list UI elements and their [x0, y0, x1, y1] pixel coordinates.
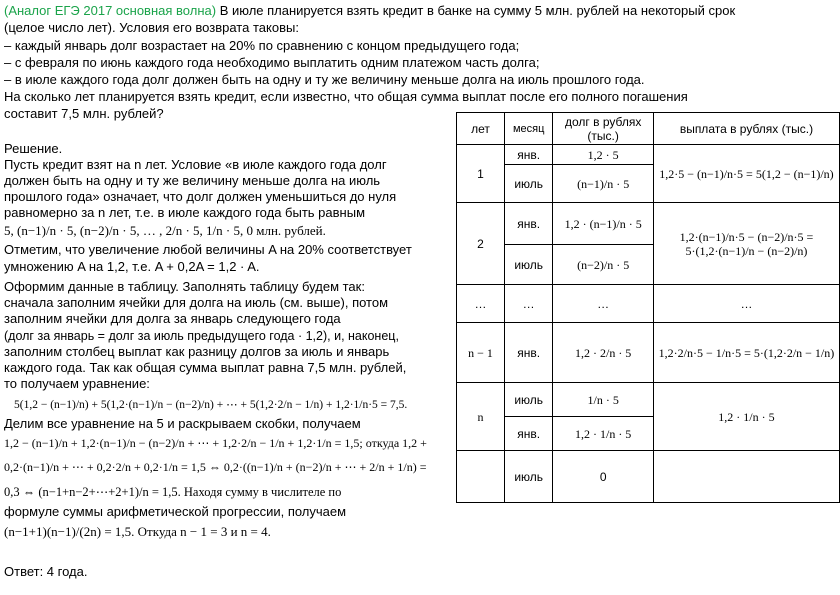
year-cell: 1	[457, 145, 505, 203]
answer: Ответ: 4 года.	[4, 564, 88, 579]
payment-cell	[653, 451, 839, 503]
month-cell: янв.	[504, 417, 552, 451]
debt-cell: 1/n · 5	[553, 383, 654, 417]
month-cell: …	[504, 285, 552, 323]
table-row	[457, 451, 840, 503]
table-header-row	[457, 113, 840, 145]
solution-line: прошлого года» означает, что долг должен уменьшиться до нуля	[4, 189, 397, 204]
debt-cell: 1,2 · 2/n · 5	[553, 323, 654, 383]
debt-cell: …	[553, 285, 654, 323]
problem-line-1: (Аналог ЕГЭ 2017 основная волна) В июле планируется взять кредит в банке на сумму 5 млн. рублей на некоторый срок	[4, 3, 736, 18]
problem-line-2: (целое число лет). Условия его возврата таковы:	[4, 20, 299, 35]
expanded-equation: 1,2 − (n−1)/n + 1,2·(n−1)/n − (n−2)/n + ⋯ + 1,2·2/n − 1/n + 1,2·1/n = 1,5; откуда 1,2 +	[4, 436, 427, 450]
year-cell: …	[457, 285, 505, 323]
payment-cell: 1,2·(n−1)/n·5 − (n−2)/n·5 = 5·(1,2·(n−1)/n − (n−2)/n)	[653, 203, 839, 285]
month-cell: янв.	[504, 203, 552, 245]
year-cell: n − 1	[457, 323, 505, 383]
solution-line: то получаем уравнение:	[4, 376, 150, 391]
table-row	[457, 145, 840, 165]
sum-equation: 0,3 ⇔ (n−1+n−2+⋯+2+1)/n = 1,5. Находя сумму в числителе по	[4, 485, 342, 499]
table-row	[457, 203, 840, 245]
solution-line: (долг за январь = долг за июль предыдущего года · 1,2), и, наконец,	[4, 329, 399, 343]
problem-line-4: – с февраля по июнь каждого года необходимо выплатить одним платежом часть долга;	[4, 55, 540, 70]
solution-heading: Решение.	[4, 141, 63, 156]
payment-cell: 1,2 · 1/n · 5	[653, 383, 839, 451]
debt-cell: 0	[553, 451, 654, 503]
main-equation: 5(1,2 − (n−1)/n) + 5(1,2·(n−1)/n − (n−2)/n) + ⋯ + 5(1,2·2/n − 1/n) + 1,2·1/n·5 = 7,5.	[14, 399, 408, 411]
problem-source: (Аналог ЕГЭ 2017 основная волна)	[4, 3, 217, 18]
problem-line-3: – каждый январь долг возрастает на 20% по сравнению с концом предыдущего года;	[4, 38, 520, 53]
solution-line: Делим все уравнение на 5 и раскрываем скобки, получаем	[4, 416, 361, 431]
simplified-equation: 0,2·(n−1)/n + ⋯ + 0,2·2/n + 0,2·1/n = 1,5 ⇔ 0,2·((n−1)/n + (n−2)/n + ⋯ + 2/n + 1/n) =	[4, 460, 427, 474]
header-debt: долг в рублях (тыс.)	[553, 113, 654, 145]
debt-cell: 1,2 · 1/n · 5	[553, 417, 654, 451]
payment-cell: 1,2·2/n·5 − 1/n·5 = 5·(1,2·2/n − 1/n)	[653, 323, 839, 383]
month-cell: янв.	[504, 145, 552, 165]
header-years: лет	[457, 113, 505, 145]
problem-line-6: На сколько лет планируется взять кредит, если известно, что общая сумма выплат после его полного погашения	[4, 89, 688, 104]
header-month: месяц	[504, 113, 552, 145]
solution-line: формуле суммы арифметической прогрессии, получаем	[4, 504, 347, 519]
year-cell: 2	[457, 203, 505, 285]
solution-line: заполним ячейки для долга за январь следующего года	[4, 311, 341, 326]
header-payment: выплата в рублях (тыс.)	[653, 113, 839, 145]
payment-table	[456, 112, 840, 503]
debt-sequence: 5, (n−1)/n · 5, (n−2)/n · 5, … , 2/n · 5, 1/n · 5, 0 млн. рублей.	[4, 223, 326, 238]
payment-cell: …	[653, 285, 839, 323]
solution-line: равномерно за n лет, т.е. в июле каждого года быть равным	[4, 205, 366, 220]
solution-line: сначала заполним ячейки для долга на июль (см. выше), потом	[4, 295, 389, 310]
year-cell: n	[457, 383, 505, 451]
debt-cell: (n−1)/n · 5	[553, 165, 654, 203]
solution-line: заполним столбец выплат как разницу долгов за июль и январь	[4, 344, 390, 359]
debt-cell: 1,2 · (n−1)/n · 5	[553, 203, 654, 245]
solution-line: Пусть кредит взят на n лет. Условие «в июле каждого года долг	[4, 157, 387, 172]
table-row	[457, 285, 840, 323]
solution-line: Отметим, что увеличение любой величины A на 20% соответствует	[4, 242, 412, 257]
table-row	[457, 383, 840, 417]
month-cell: июль	[504, 383, 552, 417]
month-cell: янв.	[504, 323, 552, 383]
problem-line-7: составит 7,5 млн. рублей?	[4, 106, 164, 121]
month-cell: июль	[504, 451, 552, 503]
problem-line-5: – в июле каждого года долг должен быть на одну и ту же величину меньше долга на июль прошлого года.	[4, 72, 645, 87]
solution-line: каждого года. Так как общая сумма выплат равна 7,5 млн. рублей,	[4, 360, 407, 375]
payment-cell: 1,2·5 − (n−1)/n·5 = 5(1,2 − (n−1)/n)	[653, 145, 839, 203]
month-cell: июль	[504, 245, 552, 285]
debt-cell: 1,2 · 5	[553, 145, 654, 165]
solution-line: умножению A на 1,2, т.е. A + 0,2A = 1,2 · A.	[4, 259, 260, 274]
solution-line: Оформим данные в таблицу. Заполнять таблицу будем так:	[4, 279, 365, 294]
table-row	[457, 323, 840, 383]
debt-cell: (n−2)/n · 5	[553, 245, 654, 285]
solution-line: должен быть на одну и ту же величину меньше долга на июль	[4, 173, 381, 188]
final-equation: (n−1+1)(n−1)/(2n) = 1,5. Откуда n − 1 = 3 и n = 4.	[4, 524, 271, 539]
month-cell: июль	[504, 165, 552, 203]
year-cell	[457, 451, 505, 503]
